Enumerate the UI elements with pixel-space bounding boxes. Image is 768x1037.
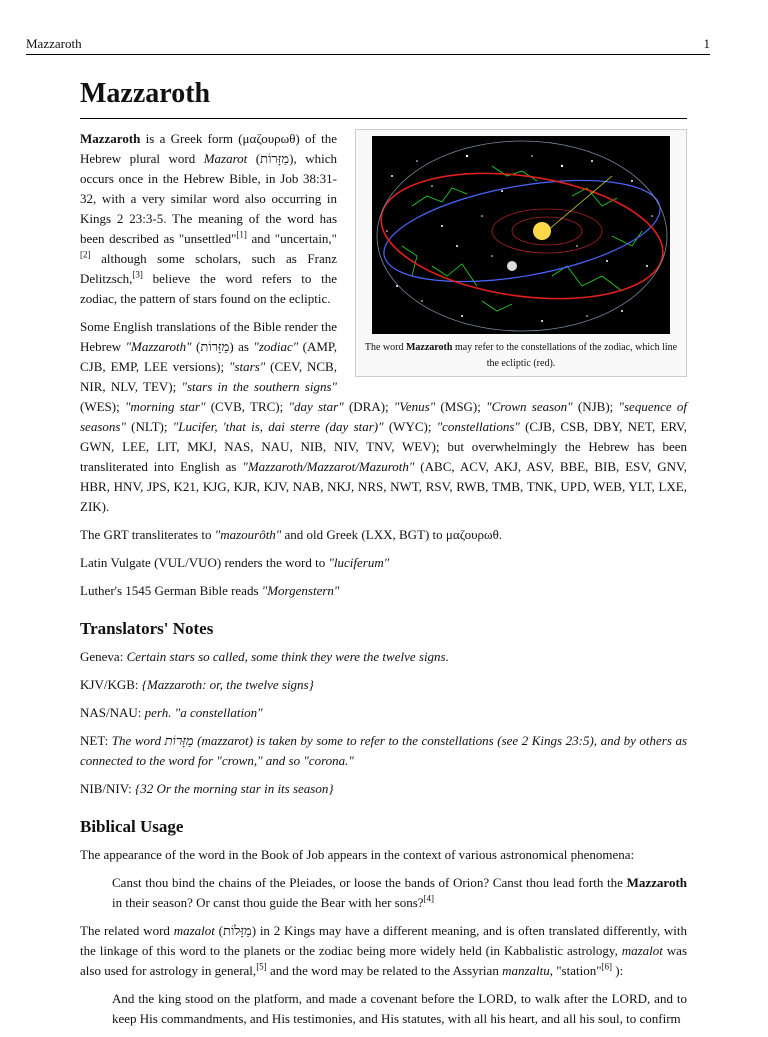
usage-intro: The appearance of the word in the Book of Job appears in the context of various astronomical phenomena: <box>80 847 635 862</box>
running-header <box>26 36 710 55</box>
ref-link[interactable]: [3] <box>132 269 143 280</box>
vulgate-paragraph: Latin Vulgate (VUL/VUO) renders the word to "luciferum" <box>80 555 390 570</box>
kings-quote: And the king stood on the platform, and made a covenant before the LORD, to walk after the LORD, and to keep His commandments, and His testimonies, and His statutes, with all his heart, and all his soul, to confirm <box>112 991 687 1026</box>
page-title: Mazzaroth <box>80 74 687 119</box>
note-geneva: Geneva: Certain stars so called, some think they were the twelve signs. <box>80 649 449 664</box>
page-number: 1 <box>703 36 710 51</box>
sun-icon <box>533 222 551 240</box>
ref-link[interactable]: [2] <box>80 249 91 260</box>
grt-paragraph: The GRT transliterates to "mazourôth" and old Greek (LXX, BGT) to μαζουρωθ. <box>80 527 503 542</box>
luther-paragraph: Luther's 1545 German Bible reads "Morgenstern" <box>80 583 340 598</box>
ref-link[interactable]: [6] <box>601 961 613 972</box>
intro-paragraph: Mazzaroth is a Greek form (μαζουρωθ) of the Hebrew plural word Mazarot (מַזָּרוֹת), which occurs once in the Hebrew Bible, in Job 38:31-32, with a very similar word also occurring in Kings 2 23:3-5. The meaning of the word has been described as "unsettled"[1] and "uncertain,"[2] although some scholars, such as Franz Delitzsch,[3] believe the word refers to the zodiac, the pattern of stars found on the ecliptic. <box>80 131 337 306</box>
ref-link[interactable]: [4] <box>423 893 435 904</box>
section-heading-notes: Translators' Notes <box>80 619 214 638</box>
ref-link[interactable]: [5] <box>256 961 267 972</box>
figure-celestial-sphere <box>355 129 687 377</box>
translations-paragraph: Some English translations of the Bible render the Hebrew "Mazzaroth" (מַזָּרוֹת) as "zodiac" (AMP, CJB, EMP, LEE versions); "stars" (CEV, NCB, NIR, NLV, TEV); "stars in the southern signs" (WES); "morning star" (CVB, TRC); "day star" (DRA); "Venus" (MSG); "Crown season" (NJB); "sequence of seasons" (NLT); "Lucifer, 'that is, dai sterre (day star)" (WYC); "constellations" (CJB, CSB, DBY, NET, ERV, GWN, LEE, LIT, MKJ, NAS, NAU, NIB, NIV, TNV, WEV); but overwhelmingly the Hebrew has been transliterated into English as "Mazzaroth/Mazzarot/Mazuroth" (ABC, ACV, AKJ, ASV, BBE, BIB, ESV, GNV, HBR, HNV, JPS, K21, KJG, KJR, KJV, NAB, NKJ, NRS, NWT, RSV, RWB, TMB, TNK, UPD, WEB, YLT, LXE, ZIK). <box>80 319 688 514</box>
article <box>80 74 687 1037</box>
note-nas: NAS/NAU: perh. "a constellation" <box>80 705 263 720</box>
note-nib: NIB/NIV: {32 Or the morning star in its season} <box>80 781 334 796</box>
note-kjv: KJV/KGB: {Mazzaroth: or, the twelve signs} <box>80 677 314 692</box>
section-heading-usage: Biblical Usage <box>80 817 184 836</box>
ref-link[interactable]: [1] <box>236 229 247 240</box>
mazalot-paragraph: The related word mazalot (מַזָּלוֹת) in 2 Kings may have a different meaning, and is often translated differently, with the linkage of this word to the planets or the zodiac being more widely held (in Kabbalistic astrology, mazalot was also used for astrology in general,[5] and the word may be related to the Assyrian manzaltu, "station"[6] ): <box>80 923 687 978</box>
running-title: Mazzaroth <box>26 36 82 51</box>
note-net: NET: The word מַזָּרוֹת (mazzarot) is taken by some to refer to the constellations (see 2 Kings 23:5), and by others as connected to the word for "crown," and so "corona." <box>80 733 688 768</box>
celestial-sphere-image <box>372 136 670 334</box>
job-quote: Canst thou bind the chains of the Pleiades, or loose the bands of Orion? Canst thou lead forth the Mazzaroth in their season? Or canst thou guide the Bear with her sons?[4] <box>112 875 687 910</box>
figure-caption: The word Mazzaroth may refer to the constellations of the zodiac, which line the ecliptic (red). <box>364 342 678 369</box>
earth-icon <box>507 261 517 271</box>
